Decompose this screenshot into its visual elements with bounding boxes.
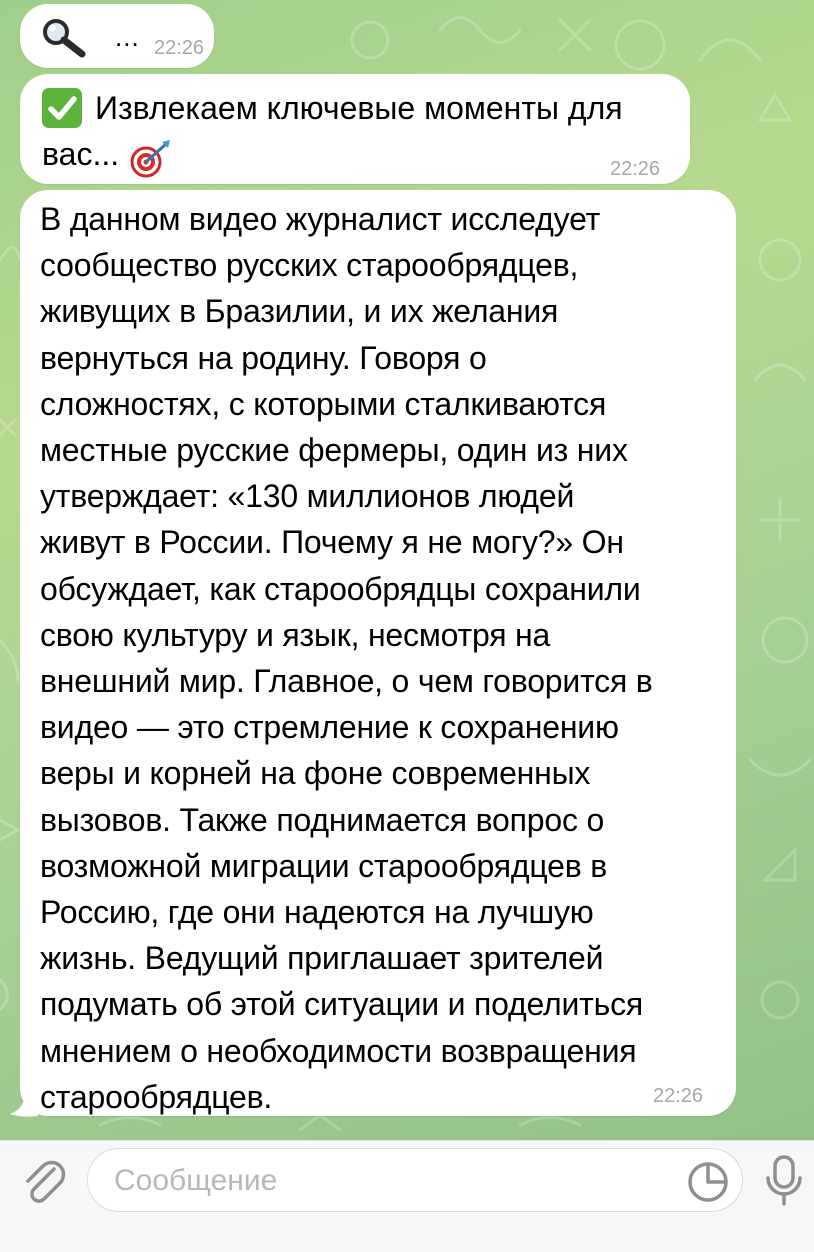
message-text: ... bbox=[115, 22, 140, 52]
microphone-icon[interactable] bbox=[764, 1154, 804, 1208]
message-time: 22:26 bbox=[154, 37, 205, 59]
sticker-icon[interactable] bbox=[686, 1160, 730, 1204]
bubble-tail bbox=[8, 1092, 38, 1118]
checkmark-icon bbox=[42, 88, 82, 128]
message-time: 22:26 bbox=[610, 158, 661, 180]
message-input-field[interactable] bbox=[87, 1148, 743, 1212]
message-bubble-searching[interactable] bbox=[20, 4, 214, 68]
message-time: 22:26 bbox=[653, 1085, 704, 1107]
message-bubble-extracting[interactable] bbox=[20, 74, 690, 184]
message-text-line1: Извлекаем ключевые моменты для bbox=[95, 90, 623, 126]
dart-target-icon bbox=[128, 138, 172, 178]
message-text: В данном видео журналист исследует сообщество русских старообрядцев, живущих в Бразилии, и их желания вернуться на родину. Говоря о сложностях, с которыми сталкиваются местные русские фермеры, один из них утверждает: «130 миллионов людей живут в России. Почему я не могу?» Он обсуждает, как старообрядцы сохранили свою культуру и язык, несмотря на внешний мир. Главное, о чем говорится в видео — это стремление к сохранению веры и корней на фоне современных вызовов. Также поднимается вопрос о возможной миграции старообрядцев в Россию, где они надеются на лучшую жизнь. Ведущий приглашает зрителей подумать об этой ситуации и поделиться мнением о необходимости возвращения старообрядцев. bbox=[40, 201, 653, 1115]
paperclip-icon[interactable] bbox=[20, 1155, 68, 1207]
message-bubble-summary[interactable] bbox=[20, 190, 736, 1116]
message-input[interactable] bbox=[112, 1157, 676, 1205]
magnifier-icon bbox=[40, 18, 88, 58]
message-text-line2: вас... bbox=[42, 136, 120, 172]
